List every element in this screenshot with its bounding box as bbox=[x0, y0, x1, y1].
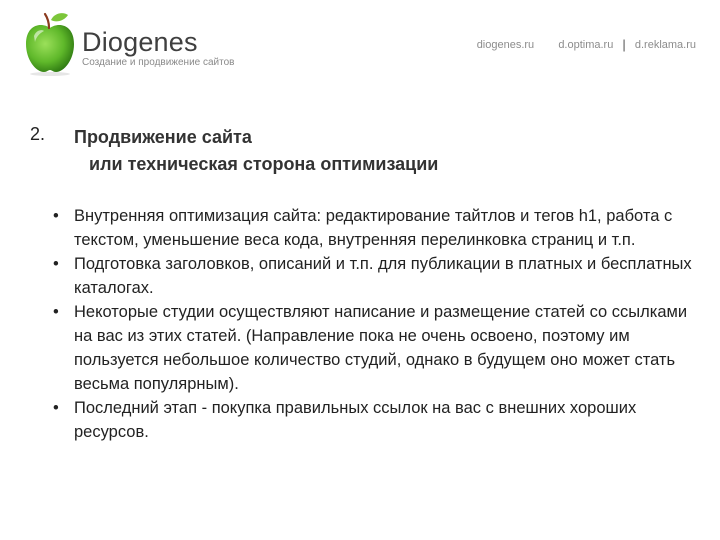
list-item-text: Внутренняя оптимизация сайта: редактирование тайтлов и тегов h1, работа с текстом, уменьшение веса кода, внутренняя перелинковка страниц и т.п. bbox=[74, 207, 673, 249]
list-item-text: Подготовка заголовков, описаний и т.п. для публикации в платных и бесплатных каталогах. bbox=[74, 255, 692, 297]
header-link-reklama[interactable]: d.reklama.ru bbox=[634, 39, 696, 51]
section-number: 2. bbox=[30, 124, 46, 144]
brand-name: Diogenes bbox=[82, 27, 198, 57]
apple-logo-icon bbox=[20, 10, 80, 76]
list-item bbox=[52, 396, 702, 444]
bullet-icon: • bbox=[53, 207, 59, 225]
list-item-text: Последний этап - покупка правильных ссылок на вас с внешних хороших ресурсов. bbox=[74, 399, 637, 441]
list-item bbox=[52, 300, 702, 396]
header bbox=[0, 0, 720, 90]
brand-tagline: Создание и продвижение сайтов bbox=[82, 57, 235, 68]
list-item-text: Некоторые студии осуществляют написание и размещение статей со ссылками на вас из этих статей. (Направление пока не очень освоено, поэтому им пользуется небольшое количество студий, однако в будущем оно может стать весьма популярным). bbox=[74, 303, 688, 393]
list-item bbox=[52, 204, 702, 252]
bullet-list bbox=[52, 204, 702, 444]
header-link-diogenes[interactable]: diogenes.ru bbox=[476, 39, 535, 51]
bullet-icon: • bbox=[53, 303, 59, 321]
section-title bbox=[74, 124, 438, 178]
list-item bbox=[52, 252, 702, 300]
section-title-line1: Продвижение сайта bbox=[74, 127, 252, 147]
bullet-icon: • bbox=[53, 399, 59, 417]
bullet-icon: • bbox=[53, 255, 59, 273]
header-link-optima[interactable]: d.optima.ru bbox=[558, 39, 614, 51]
link-separator: | bbox=[622, 37, 626, 52]
section-title-line2: или техническая сторона оптимизации bbox=[89, 154, 439, 174]
header-links bbox=[477, 38, 696, 51]
